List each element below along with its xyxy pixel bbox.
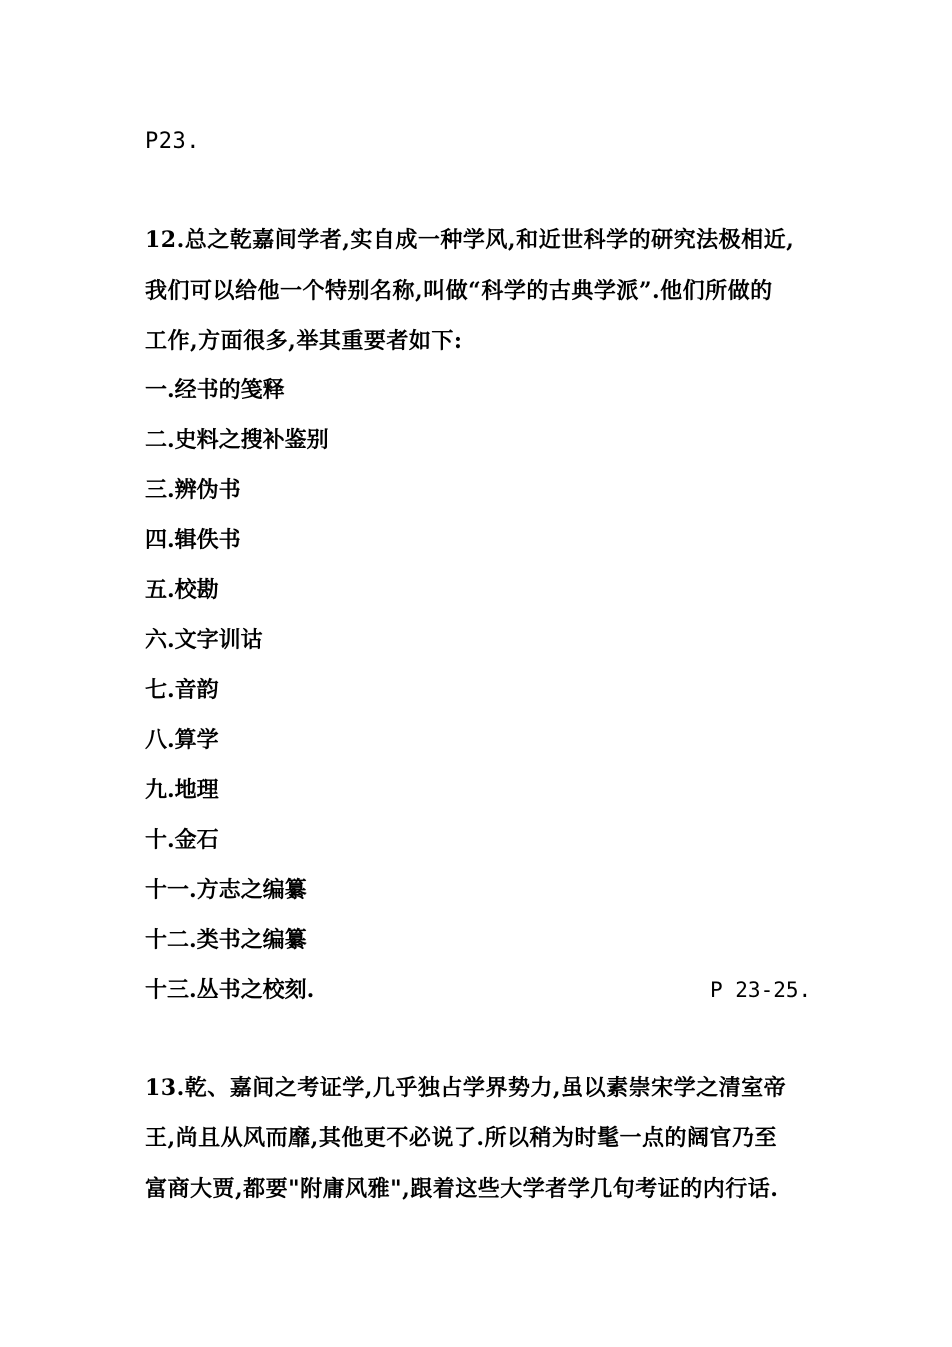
section-13-line-1: 13.乾、嘉间之考证学,几乎独占学界势力,虽以素崇宋学之清室帝	[145, 1075, 787, 1101]
section-13-line-3: 富商大贾,都要"附庸风雅",跟着这些大学者学几句考证的内行话.	[145, 1176, 779, 1202]
list-item: 五.校勘	[145, 577, 219, 603]
list-item: 七.音韵	[145, 677, 219, 703]
list-item: 九.地理	[145, 777, 219, 803]
page-reference-top: P23.	[145, 129, 200, 154]
list-item: 六.文字训诂	[145, 627, 263, 653]
list-item: 八.算学	[145, 727, 219, 753]
section-12-line-3: 工作,方面很多,举其重要者如下:	[145, 328, 463, 354]
section-12-line-1: 12.总之乾嘉间学者,实自成一种学风,和近世科学的研究法极相近,	[145, 227, 795, 253]
list-item: 三.辨伪书	[145, 477, 241, 503]
list-item: 二.史料之搜补鉴别	[145, 427, 329, 453]
list-item: 十二.类书之编纂	[145, 927, 307, 953]
section-12-line-2: 我们可以给他一个特别名称,叫做“科学的古典学派”.他们所做的	[145, 278, 773, 304]
list-item: 十三.丛书之校刻.	[145, 977, 315, 1003]
section-13-line-2: 王,尚且从风而靡,其他更不必说了.所以稍为时髦一点的阔官乃至	[145, 1125, 777, 1151]
list-item: 一.经书的笺释	[145, 377, 285, 403]
list-item: 十一.方志之编纂	[145, 877, 307, 903]
list-item: 十.金石	[145, 827, 219, 853]
page-reference-right: P 23-25.	[710, 978, 812, 1002]
list-item: 四.辑佚书	[145, 527, 241, 553]
